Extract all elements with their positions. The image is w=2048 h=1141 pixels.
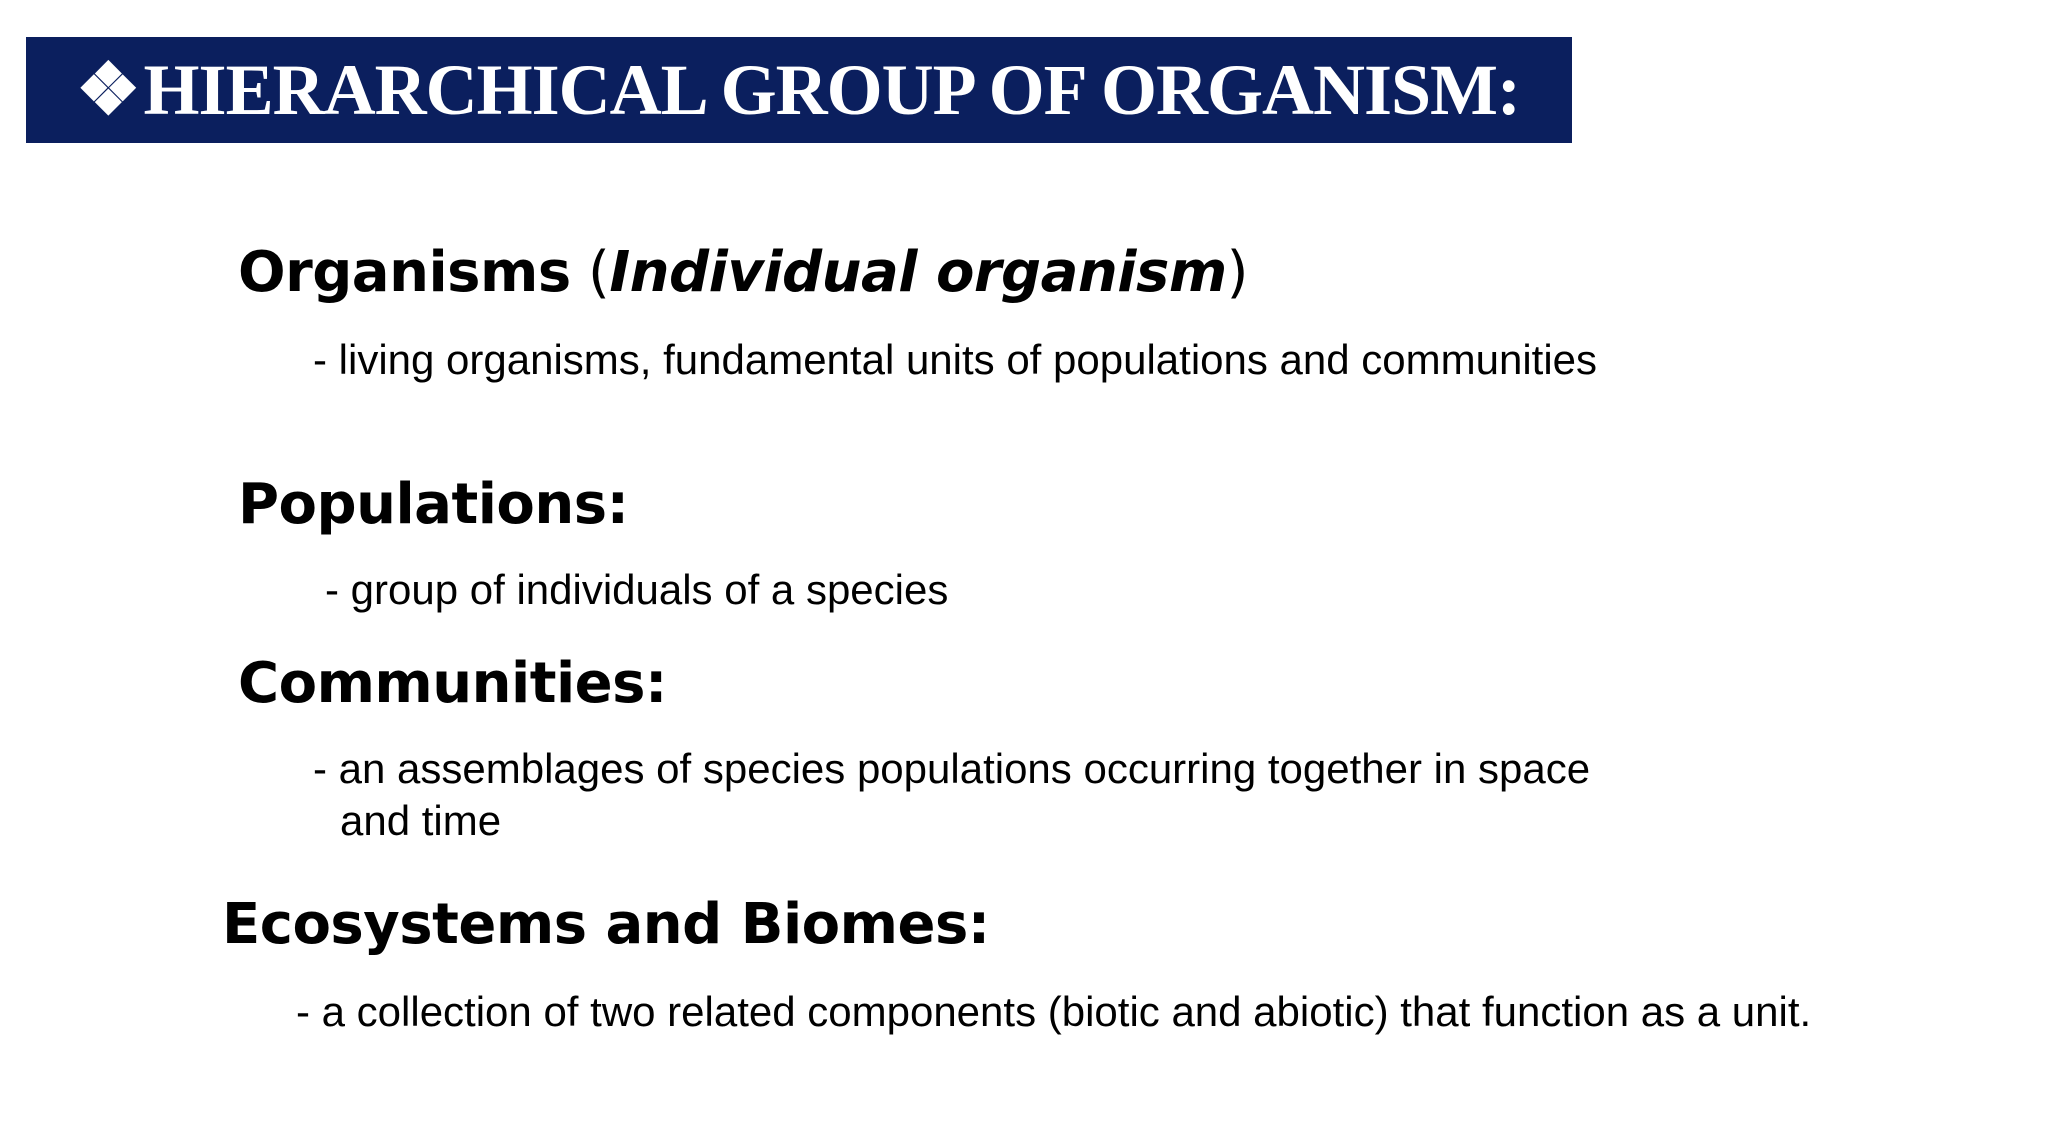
description-populations: - group of individuals of a species bbox=[325, 566, 949, 613]
slide-title-text: HIERARCHICAL GROUP OF ORGANISM: bbox=[143, 50, 1520, 130]
description-communities-line1: - an assemblages of species populations occurring together in space bbox=[313, 745, 1591, 792]
heading-organisms bbox=[238, 240, 1248, 305]
heading-organisms-paren-open: ( bbox=[570, 240, 610, 305]
heading-communities: Communities: bbox=[238, 651, 667, 716]
heading-ecosystems-biomes: Ecosystems and Biomes: bbox=[222, 892, 990, 957]
slide-title bbox=[76, 37, 1520, 143]
heading-organisms-emphasis: Individual organism bbox=[609, 240, 1227, 305]
heading-organisms-text: Organisms bbox=[238, 240, 571, 305]
description-organisms: - living organisms, fundamental units of populations and communities bbox=[313, 336, 1598, 383]
heading-organisms-paren-close: ) bbox=[1226, 240, 1249, 305]
description-communities-line2: and time bbox=[340, 797, 502, 844]
diamond-bullet-icon: ❖ bbox=[76, 50, 140, 130]
description-ecosystems-biomes: - a collection of two related components (biotic and abiotic) that function as a unit. bbox=[296, 988, 1812, 1035]
heading-populations: Populations: bbox=[238, 472, 629, 537]
